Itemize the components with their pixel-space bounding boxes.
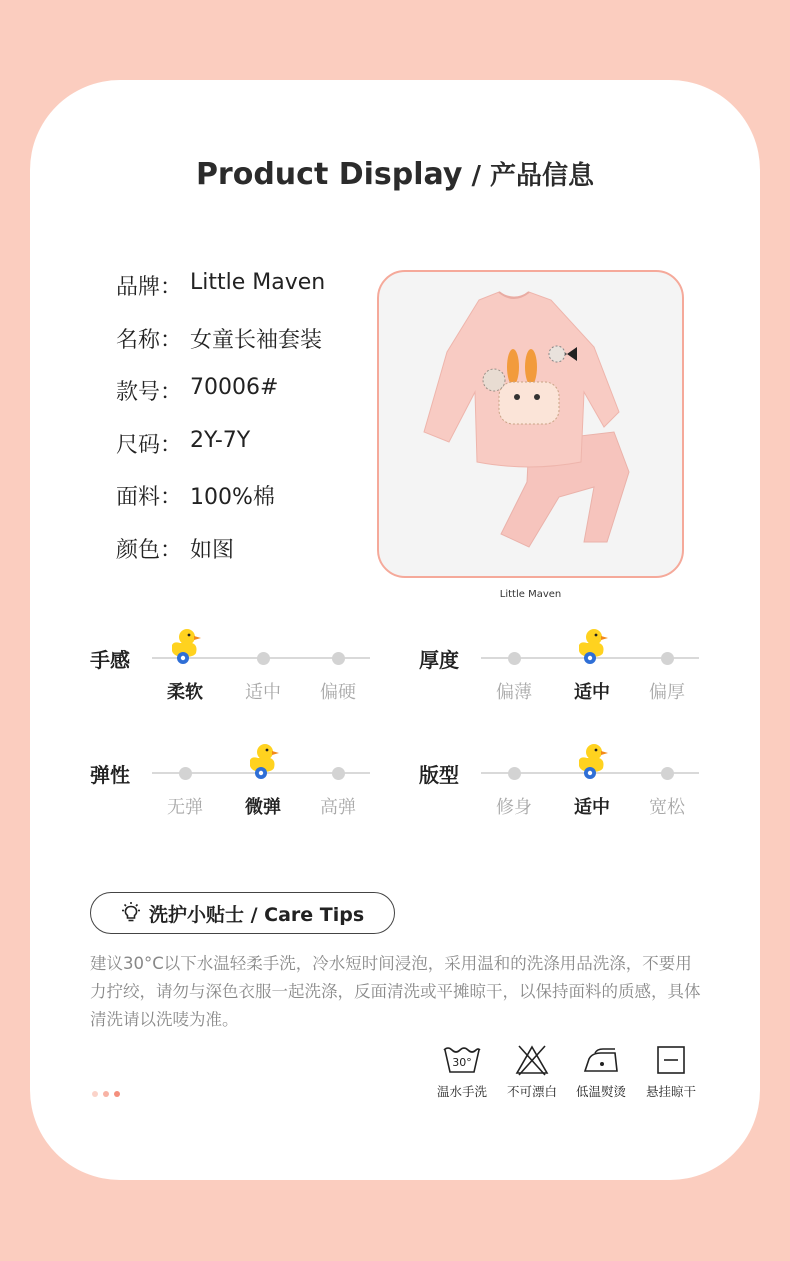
dot xyxy=(114,1091,120,1097)
scale-option: 偏硬 xyxy=(320,682,356,703)
spec-list xyxy=(116,270,325,585)
scale-option: 柔软 xyxy=(167,682,203,703)
hand-wash-30-icon xyxy=(442,1044,482,1076)
scale-elasticity xyxy=(90,747,390,817)
scale-option: 宽松 xyxy=(649,797,685,818)
lightbulb-icon xyxy=(119,901,143,925)
spec-key: 面料： xyxy=(116,485,183,510)
spec-row-size xyxy=(116,428,325,481)
duck-marker-icon xyxy=(575,742,609,782)
do-not-bleach-icon xyxy=(514,1044,550,1076)
title-cn: 产品信息 xyxy=(490,161,595,191)
scale-fit xyxy=(419,747,719,817)
product-photo xyxy=(377,270,684,578)
scale-option: 微弹 xyxy=(245,797,281,818)
spec-key: 款号： xyxy=(116,380,183,405)
care-tips-title: 洗护小贴士 / Care Tips xyxy=(149,903,365,926)
scale-hand-feel xyxy=(90,632,390,702)
care-label: 低温熨烫 xyxy=(575,1084,626,1099)
decorative-dots xyxy=(92,1091,120,1097)
spec-row-brand xyxy=(116,270,325,323)
scale-dot xyxy=(661,652,674,665)
spec-row-fabric xyxy=(116,480,325,533)
svg-text:30°: 30° xyxy=(452,1056,472,1069)
scale-label: 弹性 xyxy=(90,763,130,787)
spec-value: 女童长袖套装 xyxy=(190,327,323,353)
duck-marker-icon xyxy=(246,742,280,782)
scale-label: 手感 xyxy=(90,648,130,672)
scale-dot xyxy=(179,767,192,780)
scale-dot xyxy=(661,767,674,780)
spec-key: 名称： xyxy=(116,327,183,353)
scale-option: 适中 xyxy=(245,682,281,703)
care-no-bleach xyxy=(497,1044,567,1100)
care-label: 不可漂白 xyxy=(506,1084,557,1099)
scale-label: 厚度 xyxy=(419,648,459,672)
title-en: Product Display xyxy=(195,157,463,192)
scale-option: 无弹 xyxy=(167,797,203,818)
spec-row-color xyxy=(116,533,325,586)
scale-dot xyxy=(332,652,345,665)
care-hang-dry xyxy=(636,1044,706,1100)
hang-dry-icon xyxy=(655,1044,687,1076)
scale-option: 偏薄 xyxy=(496,682,532,703)
care-label: 温水手洗 xyxy=(436,1084,487,1099)
scale-option: 高弹 xyxy=(320,797,356,818)
care-tips-line: 建议30°C以下水温轻柔手洗，冷水短时间浸泡，采用温和的洗涤用品洗涤，不要用 xyxy=(90,954,692,973)
dot xyxy=(103,1091,109,1097)
scale-dot xyxy=(508,767,521,780)
title-sep: / xyxy=(462,161,491,191)
page-title xyxy=(0,155,790,192)
spec-row-style xyxy=(116,375,325,428)
care-tips-heading xyxy=(90,892,395,934)
spec-value: 如图 xyxy=(190,537,235,563)
spec-key: 颜色： xyxy=(116,537,183,563)
pajama-set-image xyxy=(379,272,684,578)
scale-dot xyxy=(508,652,521,665)
spec-key: 尺码： xyxy=(116,432,183,458)
spec-value: 70006# xyxy=(190,375,279,400)
spec-key: 品牌： xyxy=(116,275,183,300)
scale-dot xyxy=(332,767,345,780)
scale-dot xyxy=(257,652,270,665)
care-tips-text xyxy=(90,950,702,1034)
scale-option: 适中 xyxy=(574,682,610,703)
care-label: 悬挂晾干 xyxy=(645,1084,696,1099)
spec-row-name xyxy=(116,323,325,376)
care-tips-line: 清洗请以洗唛为准。 xyxy=(90,1010,239,1029)
low-iron-icon xyxy=(581,1044,621,1076)
care-tips-line: 力拧绞，请勿与深色衣服一起洗涤，反面清洗或平摊晾干，以保持面料的质感，具体 xyxy=(90,982,701,1001)
spec-value: Little Maven xyxy=(190,270,326,295)
spec-value: 100%棉 xyxy=(190,485,275,510)
scale-option: 适中 xyxy=(574,797,610,818)
scale-label: 版型 xyxy=(419,763,459,787)
care-hand-wash xyxy=(427,1044,497,1100)
scale-thickness xyxy=(419,632,719,702)
scale-option: 偏厚 xyxy=(649,682,685,703)
care-low-iron xyxy=(566,1044,636,1100)
dot xyxy=(92,1091,98,1097)
spec-value: 2Y-7Y xyxy=(190,427,251,453)
photo-caption: Little Maven xyxy=(499,589,562,600)
duck-marker-icon xyxy=(168,627,202,667)
scale-option: 修身 xyxy=(496,797,532,818)
duck-marker-icon xyxy=(575,627,609,667)
